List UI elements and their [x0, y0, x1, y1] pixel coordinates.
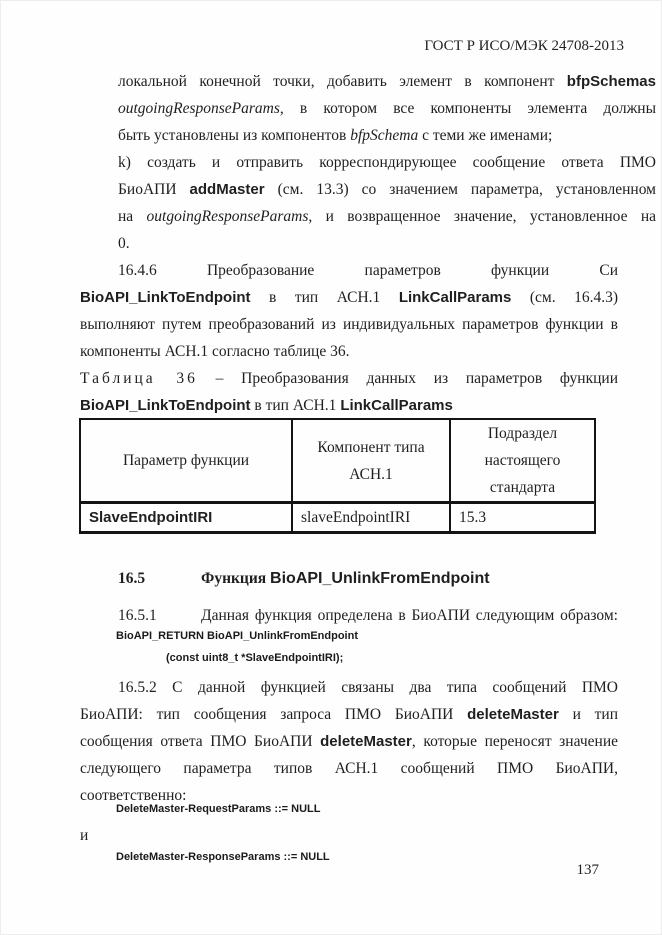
text-line: быть установлены из компонентов bfpSchema с теми же именами;	[118, 127, 553, 144]
text-line: 0.	[118, 235, 130, 252]
table-36	[79, 418, 594, 534]
text-line: сообщения ответа ПМО БиоАПИ deleteMaster, которые переносят значение	[80, 733, 619, 750]
text-line: следующего параметра типов АСН.1 сообщений ПМО БиоАПИ,	[80, 760, 618, 777]
header-cell-subclause: Подраздел настоящего стандарта	[450, 419, 595, 503]
paragraph-16-4-6	[80, 257, 618, 365]
list-item-k	[80, 149, 656, 257]
text-line: компоненты АСН.1 согласно таблице 36.	[80, 343, 350, 360]
cell-asn1-component: slaveEndpointIRI	[292, 503, 450, 533]
code-request-params: DeleteMaster-RequestParams ::= NULL	[116, 803, 321, 815]
text-line: BioAPI_LinkToEndpoint в тип АСН.1 LinkCallParams	[80, 397, 453, 414]
header-cell-parameter: Параметр функции	[80, 419, 292, 503]
code-function-declaration	[80, 625, 618, 669]
text-line: на outgoingResponseParams, и возвращенное значение, установленное на	[118, 208, 656, 225]
text-line: 16.4.6 Преобразование параметров функции Си	[118, 262, 618, 279]
code-line-return: BioAPI_RETURN BioAPI_UnlinkFromEndpoint	[116, 630, 358, 642]
page-header: ГОСТ Р ИСО/МЭК 24708-2013	[424, 38, 624, 54]
text-line: 16.5 Функция BioAPI_UnlinkFromEndpoint	[118, 570, 490, 587]
code-response-params: DeleteMaster-ResponseParams ::= NULL	[116, 851, 330, 863]
table-36-caption	[80, 365, 618, 419]
cell-subclause-ref: 15.3	[450, 503, 595, 533]
table-header-row	[80, 419, 595, 503]
text-line: БиоАПИ addMaster (см. 13.3) со значением параметра, установленном	[118, 181, 656, 198]
text-line: Таблица 36 – Преобразования данных из параметров функции	[80, 370, 618, 387]
header-cell-component: Компонент типа АСН.1	[292, 419, 450, 503]
text-line: BioAPI_LinkToEndpoint в тип АСН.1 LinkCallParams (см. 16.4.3)	[80, 289, 619, 306]
text-line: k) создать и отправить корреспондирующее сообщение ответа ПМО	[118, 154, 656, 171]
text-line: локальной конечной точки, добавить элемент в компонент bfpSchemas	[118, 73, 656, 90]
text-line: БиоАПИ: тип сообщения запроса ПМО БиоАПИ deleteMaster и тип	[80, 706, 618, 723]
page-number: 137	[576, 862, 599, 878]
paragraph-continuation	[80, 68, 656, 149]
conjunction-word: и	[80, 827, 89, 844]
section-heading-16-5	[80, 565, 618, 592]
text-line: outgoingResponseParams, в котором все компоненты элемента должны	[118, 100, 656, 117]
paragraph-16-5-2	[80, 674, 618, 809]
text-line: выполняют путем преобразований из индивидуальных параметров функции в	[80, 316, 618, 333]
table-row	[80, 503, 595, 533]
conversion-table	[79, 418, 596, 534]
text-line: соответственно:	[80, 787, 187, 804]
text-line: 16.5.2 С данной функцией связаны два типа сообщений ПМО	[118, 679, 618, 696]
code-line-args: (const uint8_t *SlaveEndpointIRI);	[166, 652, 344, 664]
cell-function-parameter: SlaveEndpointIRI	[80, 503, 292, 533]
text-line: 16.5.1 Данная функция определена в БиоАПИ следующим образом:	[118, 607, 618, 624]
